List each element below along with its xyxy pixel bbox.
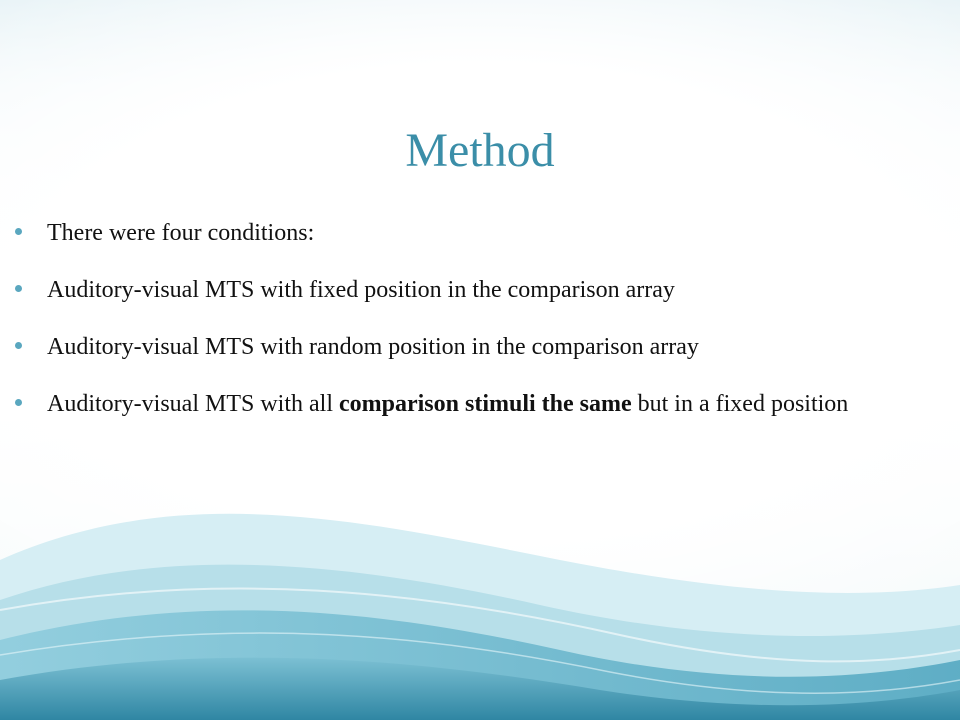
bullet-item <box>47 333 927 361</box>
bullet-item <box>47 390 927 418</box>
bullet-list <box>47 219 927 447</box>
bullet-text: There were four conditions: <box>47 220 315 246</box>
bullet-text: Auditory-visual MTS with fixed position in the comparison array <box>47 277 675 303</box>
bullet-item <box>47 276 927 304</box>
bullet-text-before: Auditory-visual MTS with all <box>47 391 339 417</box>
bullet-item <box>47 219 927 247</box>
bullet-text: Auditory-visual MTS with random position in the comparison array <box>47 334 699 360</box>
bullet-text-after: but in a fixed position <box>631 391 849 417</box>
slide-title: Method <box>405 124 555 177</box>
bullet-text-bold: comparison stimuli the same <box>338 391 632 417</box>
